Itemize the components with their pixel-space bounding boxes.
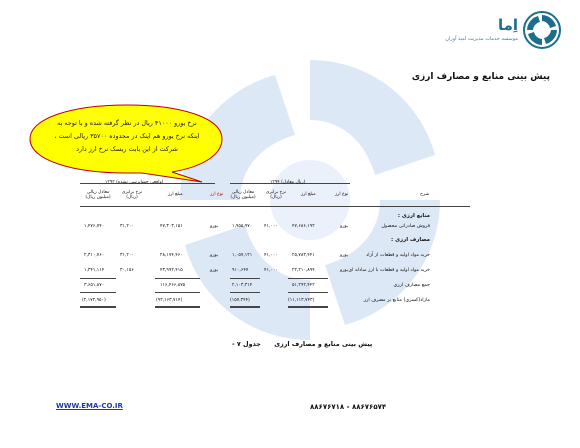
subtotal-rule — [155, 292, 200, 293]
row-rate: ۴۱,۰۰۰ — [264, 268, 278, 273]
row-currency-prior: یورو — [210, 253, 219, 258]
col-rate-prior: نرخ برابری (ریال) — [121, 190, 143, 200]
total-rule — [230, 306, 260, 308]
row-amount: ۵۱,۲۹۲,۴۴۲ — [292, 283, 315, 288]
table-caption — [232, 340, 372, 348]
row-label: خرید مواد اولیه و قطعات با ارز مبادله ای — [348, 268, 430, 273]
page-title: پیش بینی منابع و مصارف ارزی — [411, 72, 550, 82]
row-rate: ۴۱,۰۰۰ — [264, 224, 278, 229]
row-rial-prior: ۲,۳۱۰,۷۶۰ — [84, 253, 105, 258]
website-link[interactable]: WWW.EMA-CO.IR — [56, 402, 123, 410]
row-rate-prior: ۳۱,۲۰۰ — [120, 253, 134, 258]
total-rule — [155, 306, 200, 308]
row-rate-prior: ۳۰,۱۵۶ — [120, 268, 134, 273]
row-currency: یورو — [340, 253, 349, 258]
row-label: فروش صادراتی محصول — [381, 224, 430, 229]
subtotal-rule — [288, 292, 328, 293]
col-rial-prior: معادل ریالی (میلیون ریال) — [85, 190, 111, 200]
col-amount-prior: مبلغ ارز — [168, 192, 183, 197]
col-currency-current: نوع ارز — [335, 192, 349, 197]
row-rate: ۴۱,۰۰۰ — [264, 253, 278, 258]
callout-note — [22, 103, 232, 175]
total-rule — [80, 306, 116, 308]
row-rial: ۱,۹۵۵,۹۷۰ — [232, 224, 253, 229]
callout-text: نرخ یورو ۴۱۰۰۰ ریال در نظر گرفته شده و با توجه به اینکه نرخ یورو هم اینک در محدوده ۳۵۷۰۰ ریالی است ، شرکت از این بابت ریسک نرخ ارز دارد — [54, 119, 200, 153]
subtotal-rule — [80, 292, 116, 293]
subtotal-rule — [288, 278, 328, 279]
section-uses: مصارف ارزی : — [391, 237, 430, 243]
section-sources: منابع ارزی : — [397, 213, 430, 219]
row-currency-prior: یورو — [210, 224, 219, 229]
phone-numbers: ۸۸۶۷۶۷۱۸ - ۸۸۶۷۶۵۷۴ — [310, 403, 387, 411]
row-label: جمع مصارف ارزی — [393, 283, 430, 288]
row-rial-prior: ۳,۶۵۱,۸۷۰ — [84, 283, 105, 288]
row-rial: ۱,۰۵۷,۱۲۱ — [232, 253, 253, 258]
logo-name: اِما — [497, 16, 518, 34]
row-currency: یورو — [340, 268, 349, 273]
subtotal-rule — [80, 278, 116, 279]
row-amount: (۱۱,۱۱۳,۷۴۳) — [288, 298, 315, 303]
row-currency-prior: یورو — [210, 268, 219, 273]
row-amount: ۲۵,۷۸۳,۴۴۱ — [292, 253, 315, 258]
row-rate-prior: ۳۱,۲۰۰ — [120, 224, 134, 229]
row-amount-prior: ۴۳,۹۹۲,۴۱۵ — [160, 268, 183, 273]
logo-tagline: موسسه خدمات مدیریت امید آوران — [445, 36, 518, 42]
total-rule — [288, 306, 328, 308]
row-amount-prior: (۹۳,۱۶۳,۷۱۴) — [156, 298, 183, 303]
row-label: خرید مواد اولیه و قطعات از آزاد — [366, 253, 430, 258]
col-currency-prior: نوع ارز — [210, 192, 224, 197]
header-rule — [80, 206, 470, 207]
prior-group-header: ۱۳۹۳ (واقعی حسابرسی نشده) — [105, 180, 164, 185]
logo-emblem-icon — [522, 10, 562, 50]
row-amount-prior: ۲۸,۱۷۴,۴۶۰ — [160, 253, 183, 258]
col-rial-current: معادل ریالی (میلیون ریال) — [230, 190, 256, 200]
col-amount-current: مبلغ ارز — [301, 192, 316, 197]
caption-text: پیش بینی منابع و مصارف ارزی — [274, 340, 373, 348]
row-rial: (۱۵۷,۳۴۴) — [230, 298, 250, 303]
row-amount: ۴۷,۶۸۶,۱۹۲ — [292, 224, 315, 229]
row-rial-prior: ۱,۴۷۶,۷۴۰ — [84, 224, 105, 229]
currency-table — [80, 180, 470, 312]
subtotal-rule — [230, 278, 260, 279]
row-amount-prior: ۴۷,۳۰۳,۱۵۱ — [160, 224, 183, 229]
current-group-header: ۱۳۹۴ (ریال معادل) — [270, 180, 306, 185]
col-description: شرح — [420, 192, 430, 197]
row-rial-prior: (۲,۱۷۳,۹۵۰) — [82, 298, 106, 303]
subtotal-rule — [155, 278, 200, 279]
caption-number: جدول ۷ - — [232, 340, 261, 348]
row-rial: ۹۱۰,۶۴۷ — [232, 268, 249, 273]
row-rial: ۲,۱۰۳,۳۱۴ — [232, 283, 253, 288]
row-amount: ۲۲,۲۱۰,۸۹۴ — [292, 268, 315, 273]
row-label: مازاد(کسری) منابع بر مصرف ارز — [363, 298, 430, 303]
subtotal-rule — [230, 292, 260, 293]
row-currency: یورو — [340, 224, 349, 229]
row-rial-prior: ۱,۳۴۱,۱۱۴ — [84, 268, 105, 273]
col-rate-current: نرخ برابری (ریال) — [265, 190, 287, 200]
company-logo — [445, 10, 562, 54]
row-amount-prior: ۱۱۶,۴۶۶,۸۷۵ — [160, 283, 186, 288]
